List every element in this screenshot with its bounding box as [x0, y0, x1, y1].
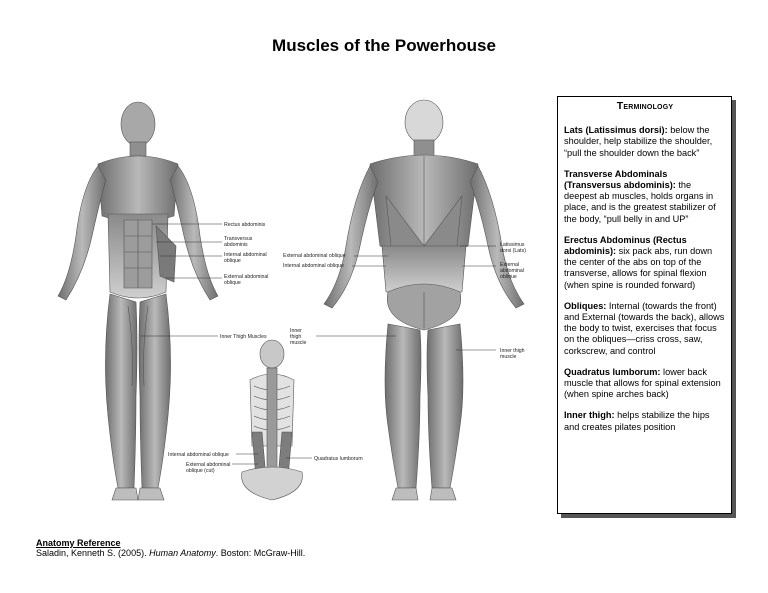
- reference-heading: Anatomy Reference: [36, 538, 121, 548]
- label-internal-abdominal-oblique: Internal abdominal oblique: [224, 252, 267, 264]
- label-back-external-oblique: External abdominal oblique: [283, 253, 346, 259]
- label-rectus-abdominis: Rectus abdominis: [224, 222, 266, 228]
- label-inner-thigh-muscle-left: Inner thigh muscle: [290, 328, 307, 346]
- term-lats: [564, 125, 726, 159]
- label-transversus-abdominis: Transversus abdominis: [224, 236, 253, 248]
- term-quadratus-lumborum: [564, 367, 726, 401]
- spine-figure: [242, 340, 303, 500]
- reference-citation: [36, 548, 305, 558]
- anatomy-illustration: [36, 96, 552, 516]
- page-title: Muscles of the Powerhouse: [272, 36, 496, 55]
- reference-book-title: Human Anatomy: [149, 548, 216, 558]
- back-figure: [324, 100, 524, 500]
- term-desc: helps stabilize the hips and creates pilates position: [564, 410, 710, 432]
- term-name: Transverse Abdominals (Transversus abdominis):: [564, 168, 676, 191]
- term-name: Quadratus lumborum:: [564, 366, 661, 377]
- label-latissimus-dorsi: Latissimus dorsi (Lats): [500, 242, 526, 254]
- label-quadratus-lumborum: Quadratus lumborum: [314, 456, 363, 462]
- term-erectus-abdominus: [564, 235, 726, 291]
- label-back-internal-oblique: Internal abdominal oblique: [283, 263, 344, 269]
- label-inner-thigh-muscle-right: Inner thigh muscle: [500, 348, 525, 360]
- terminology-heading: Terminology: [616, 100, 674, 112]
- term-desc: lower back muscle that allows for spinal extension (when spine arches back): [564, 366, 721, 400]
- term-name: Lats (Latissimus dorsi):: [564, 125, 668, 136]
- term-desc: the deepest ab muscles, holds organs in place, and is the greatest stabilizer of the body, “pull belly in and UP”: [564, 180, 716, 224]
- term-obliques: [564, 301, 726, 357]
- term-name: Inner thigh:: [564, 410, 615, 421]
- label-external-abdominal-oblique: External abdominal oblique: [224, 274, 269, 286]
- front-figure: [58, 102, 218, 500]
- reference-author: Saladin, Kenneth S. (2005).: [36, 548, 150, 558]
- anatomy-reference: [36, 538, 305, 558]
- anatomy-figures-svg: [36, 96, 552, 516]
- label-spine-internal-oblique: Internal abdominal oblique: [168, 452, 229, 458]
- term-transverse-abdominals: [564, 169, 726, 225]
- front-labels: [220, 222, 268, 340]
- term-name: Erectus Abdominus (Rectus abdominis):: [564, 234, 687, 257]
- term-name: Obliques:: [564, 300, 607, 311]
- term-desc: below the shoulder, help stabilize the shoulder, “pull the shoulder down the back”: [564, 125, 713, 158]
- label-spine-external-oblique-cut: External abdominal oblique (cut): [186, 462, 231, 474]
- terminology-box: [557, 96, 732, 514]
- label-back-external-abdominal-oblique: External abdominal oblique: [500, 262, 524, 280]
- term-desc: six pack abs, run down the center of the abs on top of the transverse, allows for spinal flexion (when spine is rounded forward): [564, 246, 713, 290]
- label-inner-thigh-muscles: Inner Thigh Muscles: [220, 334, 267, 340]
- reference-publisher: . Boston: McGraw-Hill.: [215, 548, 306, 558]
- term-inner-thigh: [564, 410, 726, 432]
- term-desc: Internal (towards the front) and External (towards the back), allows the body to twist, exercises that focus on the obliques—criss cross, saw, corkscrew, and control: [564, 300, 725, 356]
